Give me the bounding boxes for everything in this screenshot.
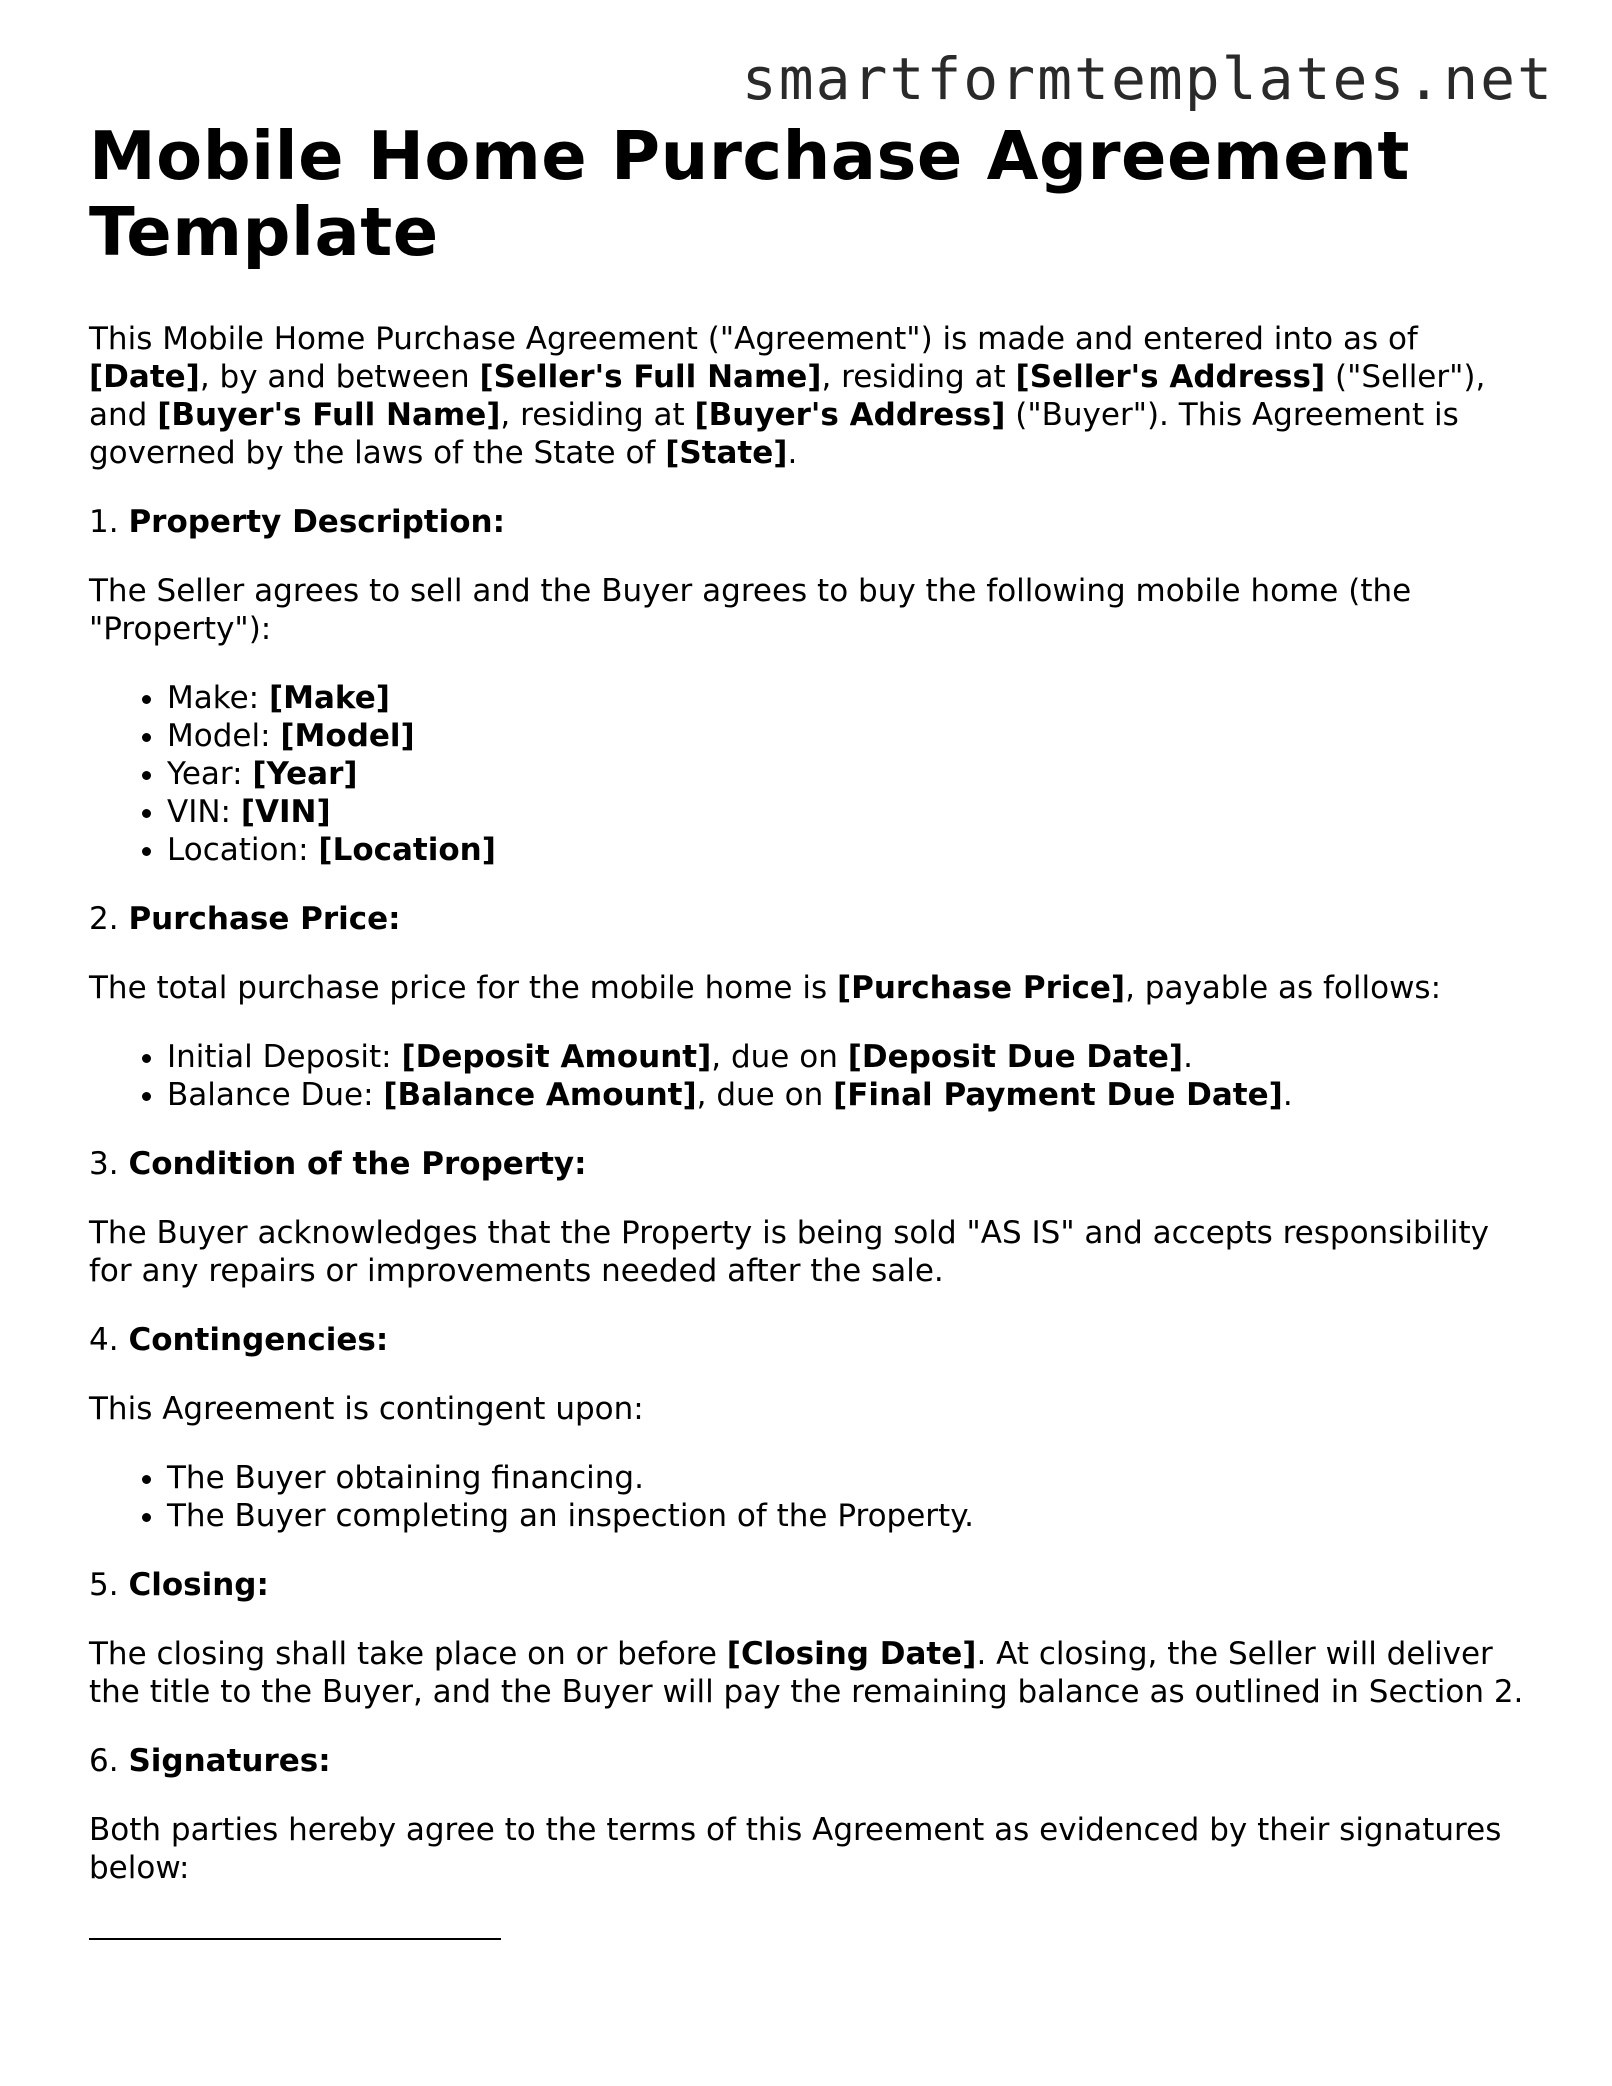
- section-text: The Seller agrees to sell and the Buyer agrees to buy the following mobile home (the "Property"):: [89, 573, 1412, 647]
- balance-amount-placeholder: [Balance Amount]: [383, 1077, 697, 1113]
- section-number: 3.: [89, 1146, 129, 1182]
- property-details-list: [89, 679, 1529, 869]
- section-text: Both parties hereby agree to the terms of this Agreement as evidenced by their signatures below:: [89, 1812, 1502, 1886]
- section-title: Condition of the Property:: [128, 1146, 587, 1182]
- section-title: Property Description:: [128, 504, 505, 540]
- list-item: [167, 755, 1529, 793]
- year-placeholder: [Year]: [252, 756, 358, 792]
- item-label: Initial Deposit:: [167, 1039, 402, 1075]
- intro-text: ("Seller"), and: [89, 359, 1486, 433]
- section-text: This Agreement is contingent upon:: [89, 1391, 644, 1427]
- section-heading-closing: [89, 1566, 1529, 1604]
- section-number: 1.: [89, 504, 129, 540]
- item-label: VIN:: [167, 794, 241, 830]
- intro-text: , by and between: [199, 359, 480, 395]
- final-payment-date-placeholder: [Final Payment Due Date]: [833, 1077, 1283, 1113]
- purchase-price-placeholder: [Purchase Price]: [836, 970, 1126, 1006]
- section-text: [89, 969, 1529, 1007]
- section-title: Signatures:: [128, 1743, 331, 1779]
- section-title: Closing:: [128, 1567, 269, 1603]
- section-number: 4.: [89, 1322, 129, 1358]
- text-run: The total purchase price for the mobile home is: [89, 970, 837, 1006]
- section-heading-purchase-price: [89, 900, 1529, 938]
- section-title: Contingencies:: [128, 1322, 389, 1358]
- document-page: [89, 118, 1529, 1940]
- signature-line[interactable]: [89, 1938, 501, 1940]
- model-placeholder: [Model]: [280, 718, 415, 754]
- location-placeholder: [Location]: [318, 832, 496, 868]
- deposit-due-date-placeholder: [Deposit Due Date]: [847, 1039, 1184, 1075]
- section-number: 5.: [89, 1567, 129, 1603]
- list-item: [167, 831, 1529, 869]
- section-heading-property-description: [89, 503, 1529, 541]
- section-number: 2.: [89, 901, 129, 937]
- vin-placeholder: [VIN]: [240, 794, 331, 830]
- text-run: , payable as follows:: [1125, 970, 1442, 1006]
- section-number: 6.: [89, 1743, 129, 1779]
- text-run: . At closing, the Seller will deliver the title to the Buyer, and the Buyer will pay the remaining balance as outlined in Section 2.: [89, 1636, 1524, 1710]
- closing-date-placeholder: [Closing Date]: [726, 1636, 977, 1672]
- item-label: Balance Due:: [167, 1077, 384, 1113]
- intro-text: This Mobile Home Purchase Agreement ("Agreement") is made and entered into as of: [89, 321, 1418, 357]
- list-item: [167, 1038, 1529, 1076]
- section-heading-condition: [89, 1145, 1529, 1183]
- intro-text: .: [787, 435, 798, 471]
- section-title: Purchase Price:: [128, 901, 401, 937]
- text-run: , due on: [696, 1077, 834, 1113]
- item-label: Year:: [167, 756, 253, 792]
- section-text: The Buyer acknowledges that the Property is being sold "AS IS" and accepts responsibility for any repairs or improvements needed after the sale.: [89, 1215, 1489, 1289]
- list-item: [167, 1076, 1529, 1114]
- section-heading-signatures: [89, 1742, 1529, 1780]
- page-title: Mobile Home Purchase Agreement Template: [89, 117, 1410, 271]
- section-text: [89, 1635, 1529, 1711]
- buyer-name-placeholder: [Buyer's Full Name]: [157, 397, 501, 433]
- list-item: [167, 717, 1529, 755]
- list-item: [167, 793, 1529, 831]
- section-heading-contingencies: [89, 1321, 1529, 1359]
- intro-text: ("Buyer"). This Agreement is governed by the laws of the State of: [89, 397, 1459, 471]
- item-label: Model:: [167, 718, 281, 754]
- intro-text: , residing at: [821, 359, 1016, 395]
- seller-name-placeholder: [Seller's Full Name]: [479, 359, 822, 395]
- buyer-address-placeholder: [Buyer's Address]: [694, 397, 1006, 433]
- intro-text: , residing at: [500, 397, 695, 433]
- deposit-amount-placeholder: [Deposit Amount]: [401, 1039, 712, 1075]
- item-label: Make:: [167, 680, 269, 716]
- watermark-text: smartformtemplates.net: [741, 45, 1554, 113]
- payment-list: [89, 1038, 1529, 1114]
- text-run: , due on: [711, 1039, 848, 1075]
- date-placeholder: [Date]: [89, 359, 200, 395]
- make-placeholder: [Make]: [268, 680, 390, 716]
- state-placeholder: [State]: [665, 435, 788, 471]
- text-run: .: [1183, 1039, 1193, 1075]
- list-item: [167, 679, 1529, 717]
- contingencies-list: [89, 1459, 1529, 1535]
- text-run: The closing shall take place on or before: [89, 1636, 727, 1672]
- intro-paragraph: [89, 320, 1529, 472]
- item-label: Location:: [167, 832, 319, 868]
- list-item: • The Buyer obtaining financing.: [167, 1459, 1529, 1497]
- seller-address-placeholder: [Seller's Address]: [1015, 359, 1326, 395]
- list-item: • The Buyer completing an inspection of the Property.: [167, 1497, 1529, 1535]
- text-run: .: [1282, 1077, 1293, 1113]
